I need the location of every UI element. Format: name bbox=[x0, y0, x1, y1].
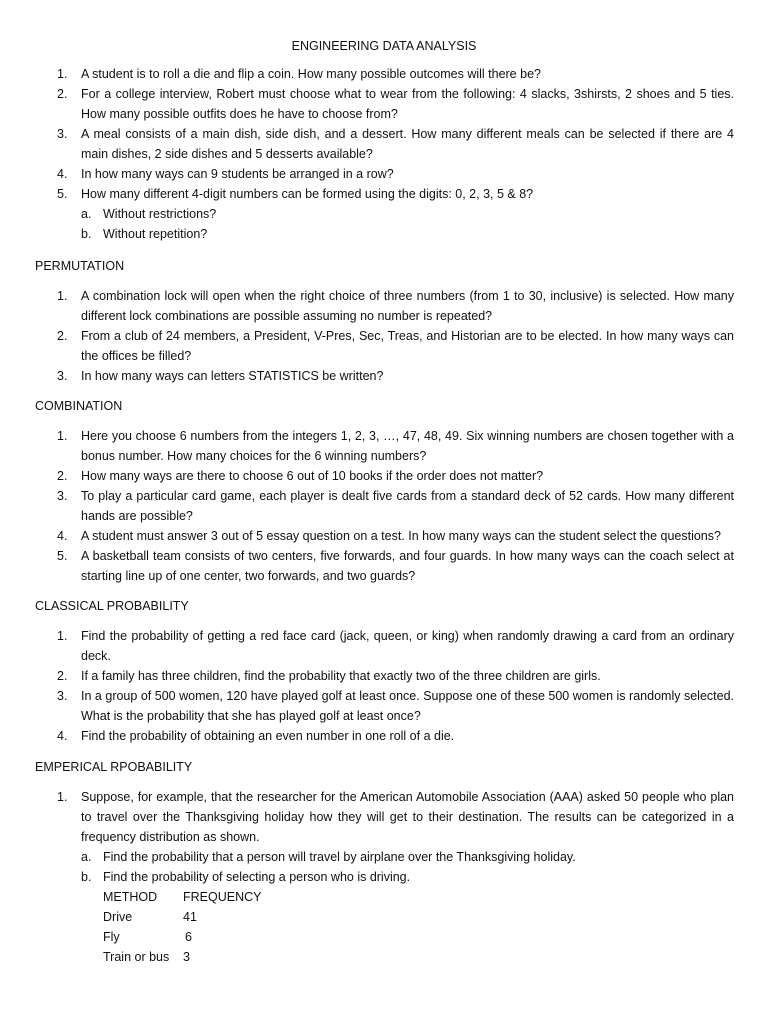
sub-item-text: Without restrictions? bbox=[103, 207, 217, 221]
sub-list-item bbox=[81, 847, 734, 867]
item-text: From a club of 24 members, a President, V-Pres, Sec, Treas, and Historian are to be elected. In how many ways can the offices be filled? bbox=[81, 329, 734, 363]
section-heading-classical-probability: CLASSICAL PROBABILITY bbox=[35, 599, 189, 613]
item-text: For a college interview, Robert must choose what to wear from the following: 4 slacks, 3shirsts, 2 shoes and 5 ties. How many possible outfits does he have to choose from? bbox=[81, 87, 734, 121]
item-text: A student must answer 3 out of 5 essay question on a test. In how many ways can the student select the questions? bbox=[81, 529, 721, 543]
item-text: In how many ways can letters STATISTICS be written? bbox=[81, 369, 384, 383]
item-number: 1. bbox=[57, 289, 68, 303]
table-cell-frequency: 6 bbox=[185, 930, 192, 944]
sub-list-item bbox=[81, 224, 734, 244]
list-item bbox=[0, 546, 768, 586]
column-header-frequency: FREQUENCY bbox=[183, 890, 262, 904]
item-text: How many ways are there to choose 6 out of 10 books if the order does not matter? bbox=[81, 469, 544, 483]
list-item bbox=[0, 64, 768, 84]
item-number: 3. bbox=[57, 689, 68, 703]
item-text: Find the probability of obtaining an even number in one roll of a die. bbox=[81, 729, 455, 743]
list-item bbox=[0, 426, 768, 466]
item-number: 4. bbox=[57, 167, 68, 181]
sub-item-text: Find the probability of selecting a person who is driving. bbox=[103, 870, 411, 884]
sub-list bbox=[81, 847, 734, 887]
table-cell-frequency: 3 bbox=[183, 950, 190, 964]
item-number: 1. bbox=[57, 629, 68, 643]
list-item bbox=[0, 366, 768, 386]
classical-probability-list bbox=[0, 626, 768, 746]
list-item bbox=[0, 686, 768, 726]
item-text: Find the probability of getting a red face card (jack, queen, or king) when randomly drawing a card from an ordinary deck. bbox=[81, 629, 734, 663]
frequency-table bbox=[103, 887, 261, 967]
list-item bbox=[0, 526, 768, 546]
list-item bbox=[0, 666, 768, 686]
item-number: 1. bbox=[57, 429, 68, 443]
item-text: A combination lock will open when the right choice of three numbers (from 1 to 30, inclusive) is selected. How many different lock combinations are possible assuming no number is repeated? bbox=[81, 289, 734, 323]
permutation-list bbox=[0, 286, 768, 386]
list-item bbox=[0, 726, 768, 746]
intro-list bbox=[0, 64, 768, 244]
item-number: 3. bbox=[57, 489, 68, 503]
section-heading-permutation: PERMUTATION bbox=[35, 259, 125, 273]
sub-item-text: Find the probability that a person will travel by airplane over the Thanksgiving holiday. bbox=[103, 850, 576, 864]
list-item bbox=[0, 486, 768, 526]
list-item bbox=[0, 626, 768, 666]
item-text: To play a particular card game, each player is dealt five cards from a standard deck of 52 cards. How many different hands are possible? bbox=[81, 489, 734, 523]
item-text: Suppose, for example, that the researcher for the American Automobile Association (AAA) asked 50 people who plan to travel over the Thanksgiving holiday how they will get to their destination. The results can be categorized in a frequency distribution as shown. bbox=[81, 790, 734, 844]
list-item bbox=[0, 124, 768, 164]
list-item bbox=[0, 164, 768, 184]
item-text: A meal consists of a main dish, side dish, and a dessert. How many different meals can be selected if there are 4 main dishes, 2 side dishes and 5 desserts available? bbox=[81, 127, 734, 161]
section-heading-empirical-probability: EMPERICAL RPOBABILITY bbox=[35, 760, 193, 774]
list-item bbox=[0, 326, 768, 366]
table-cell-method: Fly bbox=[103, 930, 120, 944]
item-number: 2. bbox=[57, 469, 68, 483]
item-number: 5. bbox=[57, 549, 68, 563]
section-heading-combination: COMBINATION bbox=[35, 399, 123, 413]
item-text: In a group of 500 women, 120 have played golf at least once. Suppose one of these 500 women is randomly selected. What is the probability that she has played golf at least once? bbox=[81, 689, 734, 723]
item-number: 3. bbox=[57, 369, 68, 383]
table-cell-method: Train or bus bbox=[103, 950, 170, 964]
table-row bbox=[103, 927, 261, 947]
item-number: 4. bbox=[57, 529, 68, 543]
table-row bbox=[103, 947, 261, 967]
empirical-probability-list bbox=[0, 787, 768, 967]
item-text: A student is to roll a die and flip a coin. How many possible outcomes will there be? bbox=[81, 67, 541, 81]
sub-item-letter: a. bbox=[81, 207, 92, 221]
list-item bbox=[0, 84, 768, 124]
sub-list-item bbox=[81, 867, 734, 887]
list-item bbox=[0, 286, 768, 326]
item-text: How many different 4-digit numbers can be formed using the digits: 0, 2, 3, 5 & 8? bbox=[81, 187, 534, 201]
item-number: 1. bbox=[57, 67, 68, 81]
item-number: 2. bbox=[57, 669, 68, 683]
list-item bbox=[0, 787, 768, 967]
column-header-method: METHOD bbox=[103, 890, 158, 904]
table-row bbox=[103, 907, 261, 927]
item-text: Here you choose 6 numbers from the integers 1, 2, 3, …, 47, 48, 49. Six winning numbers are chosen together with a bonus number. How many choices for the 6 winning numbers? bbox=[81, 429, 734, 463]
sub-item-letter: b. bbox=[81, 227, 92, 241]
item-text: A basketball team consists of two centers, five forwards, and four guards. In how many ways can the coach select at starting line up of one center, two forwards, and two guards? bbox=[81, 549, 734, 583]
sub-list bbox=[81, 204, 734, 244]
item-number: 2. bbox=[57, 87, 68, 101]
item-number: 1. bbox=[57, 790, 68, 804]
sub-item-letter: a. bbox=[81, 850, 92, 864]
item-number: 3. bbox=[57, 127, 68, 141]
combination-list bbox=[0, 426, 768, 586]
item-number: 2. bbox=[57, 329, 68, 343]
item-text: If a family has three children, find the probability that exactly two of the three children are girls. bbox=[81, 669, 601, 683]
table-cell-frequency: 41 bbox=[183, 910, 197, 924]
list-item bbox=[0, 184, 768, 244]
item-text: In how many ways can 9 students be arranged in a row? bbox=[81, 167, 394, 181]
sub-item-letter: b. bbox=[81, 870, 92, 884]
table-cell-method: Drive bbox=[103, 910, 133, 924]
list-item bbox=[0, 466, 768, 486]
item-number: 4. bbox=[57, 729, 68, 743]
sub-item-text: Without repetition? bbox=[103, 227, 208, 241]
document-title: ENGINEERING DATA ANALYSIS bbox=[291, 39, 477, 53]
item-number: 5. bbox=[57, 187, 68, 201]
table-header-row bbox=[103, 887, 261, 907]
sub-list-item bbox=[81, 204, 734, 224]
